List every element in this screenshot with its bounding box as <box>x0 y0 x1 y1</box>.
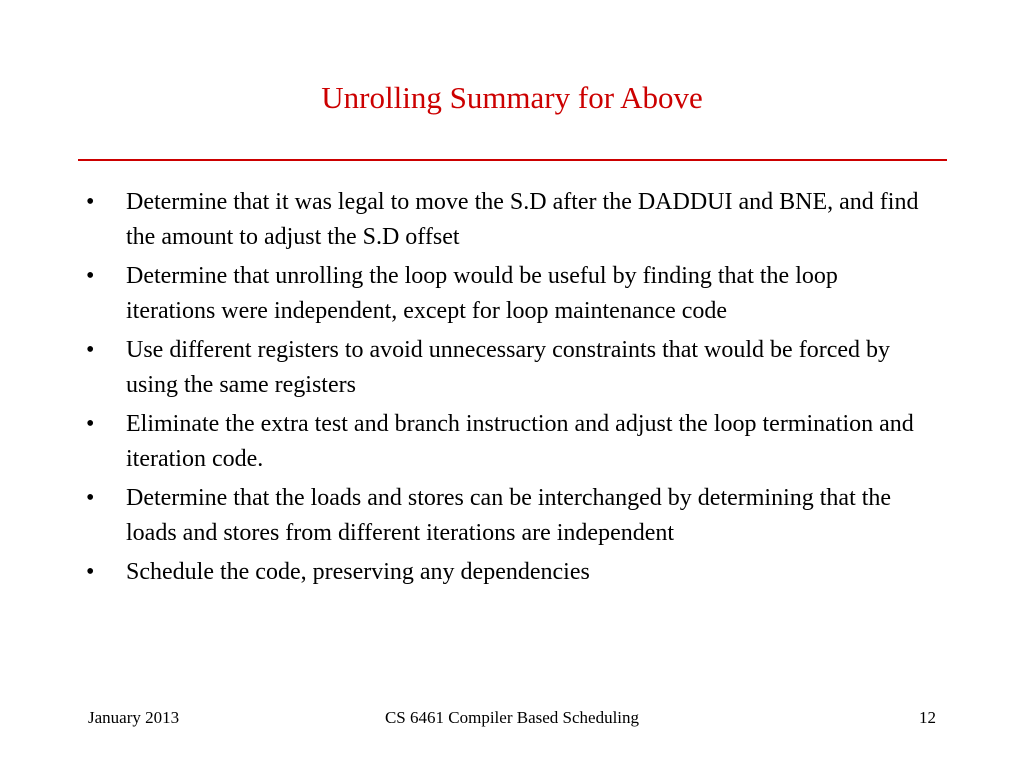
bullet-icon: • <box>86 337 95 363</box>
slide-title: Unrolling Summary for Above <box>321 80 703 115</box>
bullet-icon: • <box>86 559 95 585</box>
list-item <box>86 555 926 590</box>
title-divider <box>78 159 947 161</box>
bullet-text: Use different registers to avoid unnecessary constraints that would be forced by using the same registers <box>126 337 890 398</box>
footer-date: January 2013 <box>88 708 180 727</box>
bullet-text: Determine that the loads and stores can be interchanged by determining that the loads and stores from different iterations are independent <box>126 485 892 546</box>
list-item <box>86 333 926 403</box>
footer-page-number: 12 <box>919 708 936 727</box>
list-item <box>86 185 926 255</box>
bullet-text: Eliminate the extra test and branch instruction and adjust the loop termination and iteration code. <box>126 411 914 472</box>
bullet-text: Determine that unrolling the loop would be useful by finding that the loop iterations were independent, except for loop maintenance code <box>126 263 838 324</box>
list-item <box>86 481 926 551</box>
bullet-icon: • <box>86 263 95 289</box>
list-item <box>86 407 926 477</box>
bullet-list <box>86 185 926 594</box>
list-item <box>86 259 926 329</box>
bullet-text: Schedule the code, preserving any dependencies <box>126 559 590 585</box>
bullet-icon: • <box>86 189 95 215</box>
bullet-text: Determine that it was legal to move the S.D after the DADDUI and BNE, and find the amount to adjust the S.D offset <box>126 189 919 250</box>
footer-course-title: CS 6461 Compiler Based Scheduling <box>384 708 640 727</box>
bullet-icon: • <box>86 411 95 437</box>
bullet-icon: • <box>86 485 95 511</box>
